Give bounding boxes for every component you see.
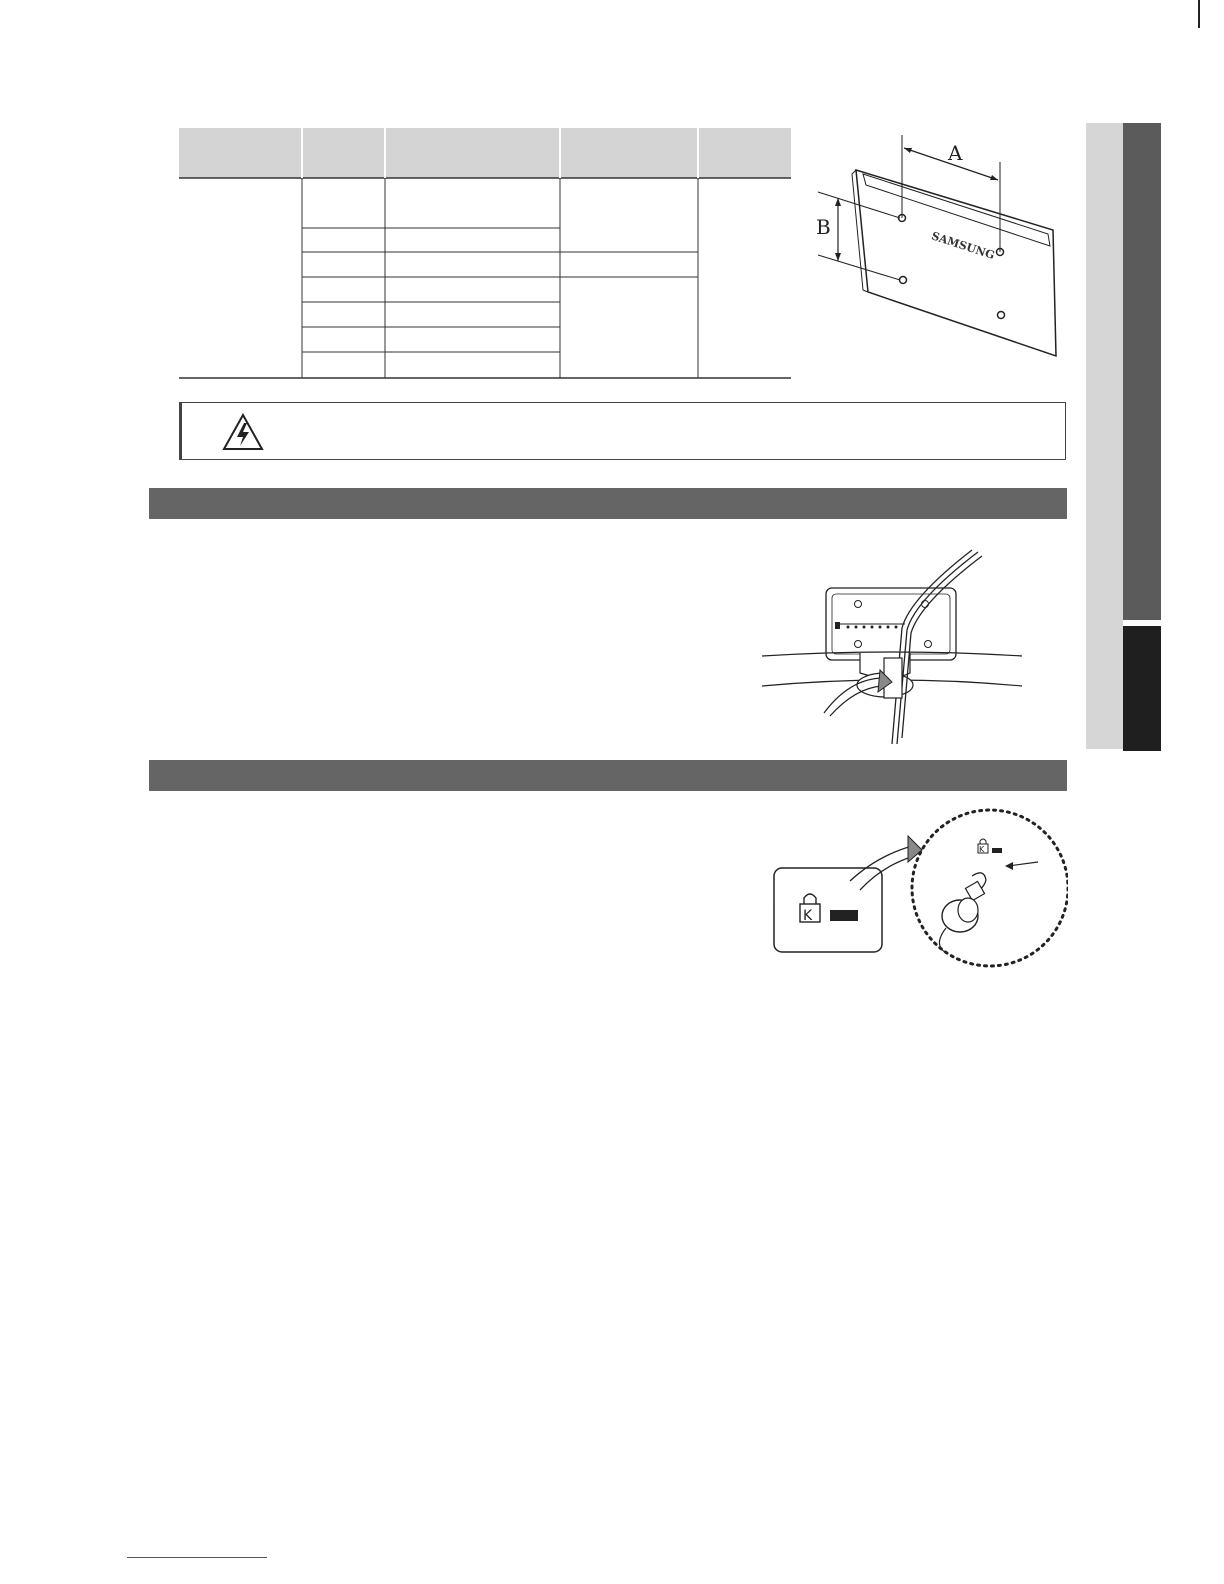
lock-letter-small: K — [979, 845, 985, 854]
footer-link-underline — [127, 1557, 267, 1558]
section-header-bar-lock — [149, 760, 1067, 791]
spec-table-grid — [179, 128, 791, 380]
label-a: A — [948, 141, 963, 165]
cable-holder-illustration — [760, 548, 1025, 744]
top-edge-rule — [1198, 0, 1200, 28]
section-header-bar-cable — [149, 488, 1067, 519]
label-b: B — [816, 215, 831, 239]
side-tab-background — [1086, 123, 1123, 749]
lock-slot — [830, 910, 858, 921]
kensington-lock-illustration — [772, 806, 1068, 974]
brand-text: SAMSUNG — [929, 229, 997, 263]
table-header-row — [179, 128, 791, 178]
tv-wall-mount-figure — [808, 130, 1068, 370]
warning-box — [179, 402, 1066, 460]
side-tab-current-chapter — [1123, 626, 1161, 751]
side-tab-chapter — [1123, 123, 1161, 620]
lock-letter: K — [803, 908, 813, 924]
wall-mount-spec-table — [179, 128, 791, 380]
electric-shock-warning-icon — [222, 413, 264, 451]
